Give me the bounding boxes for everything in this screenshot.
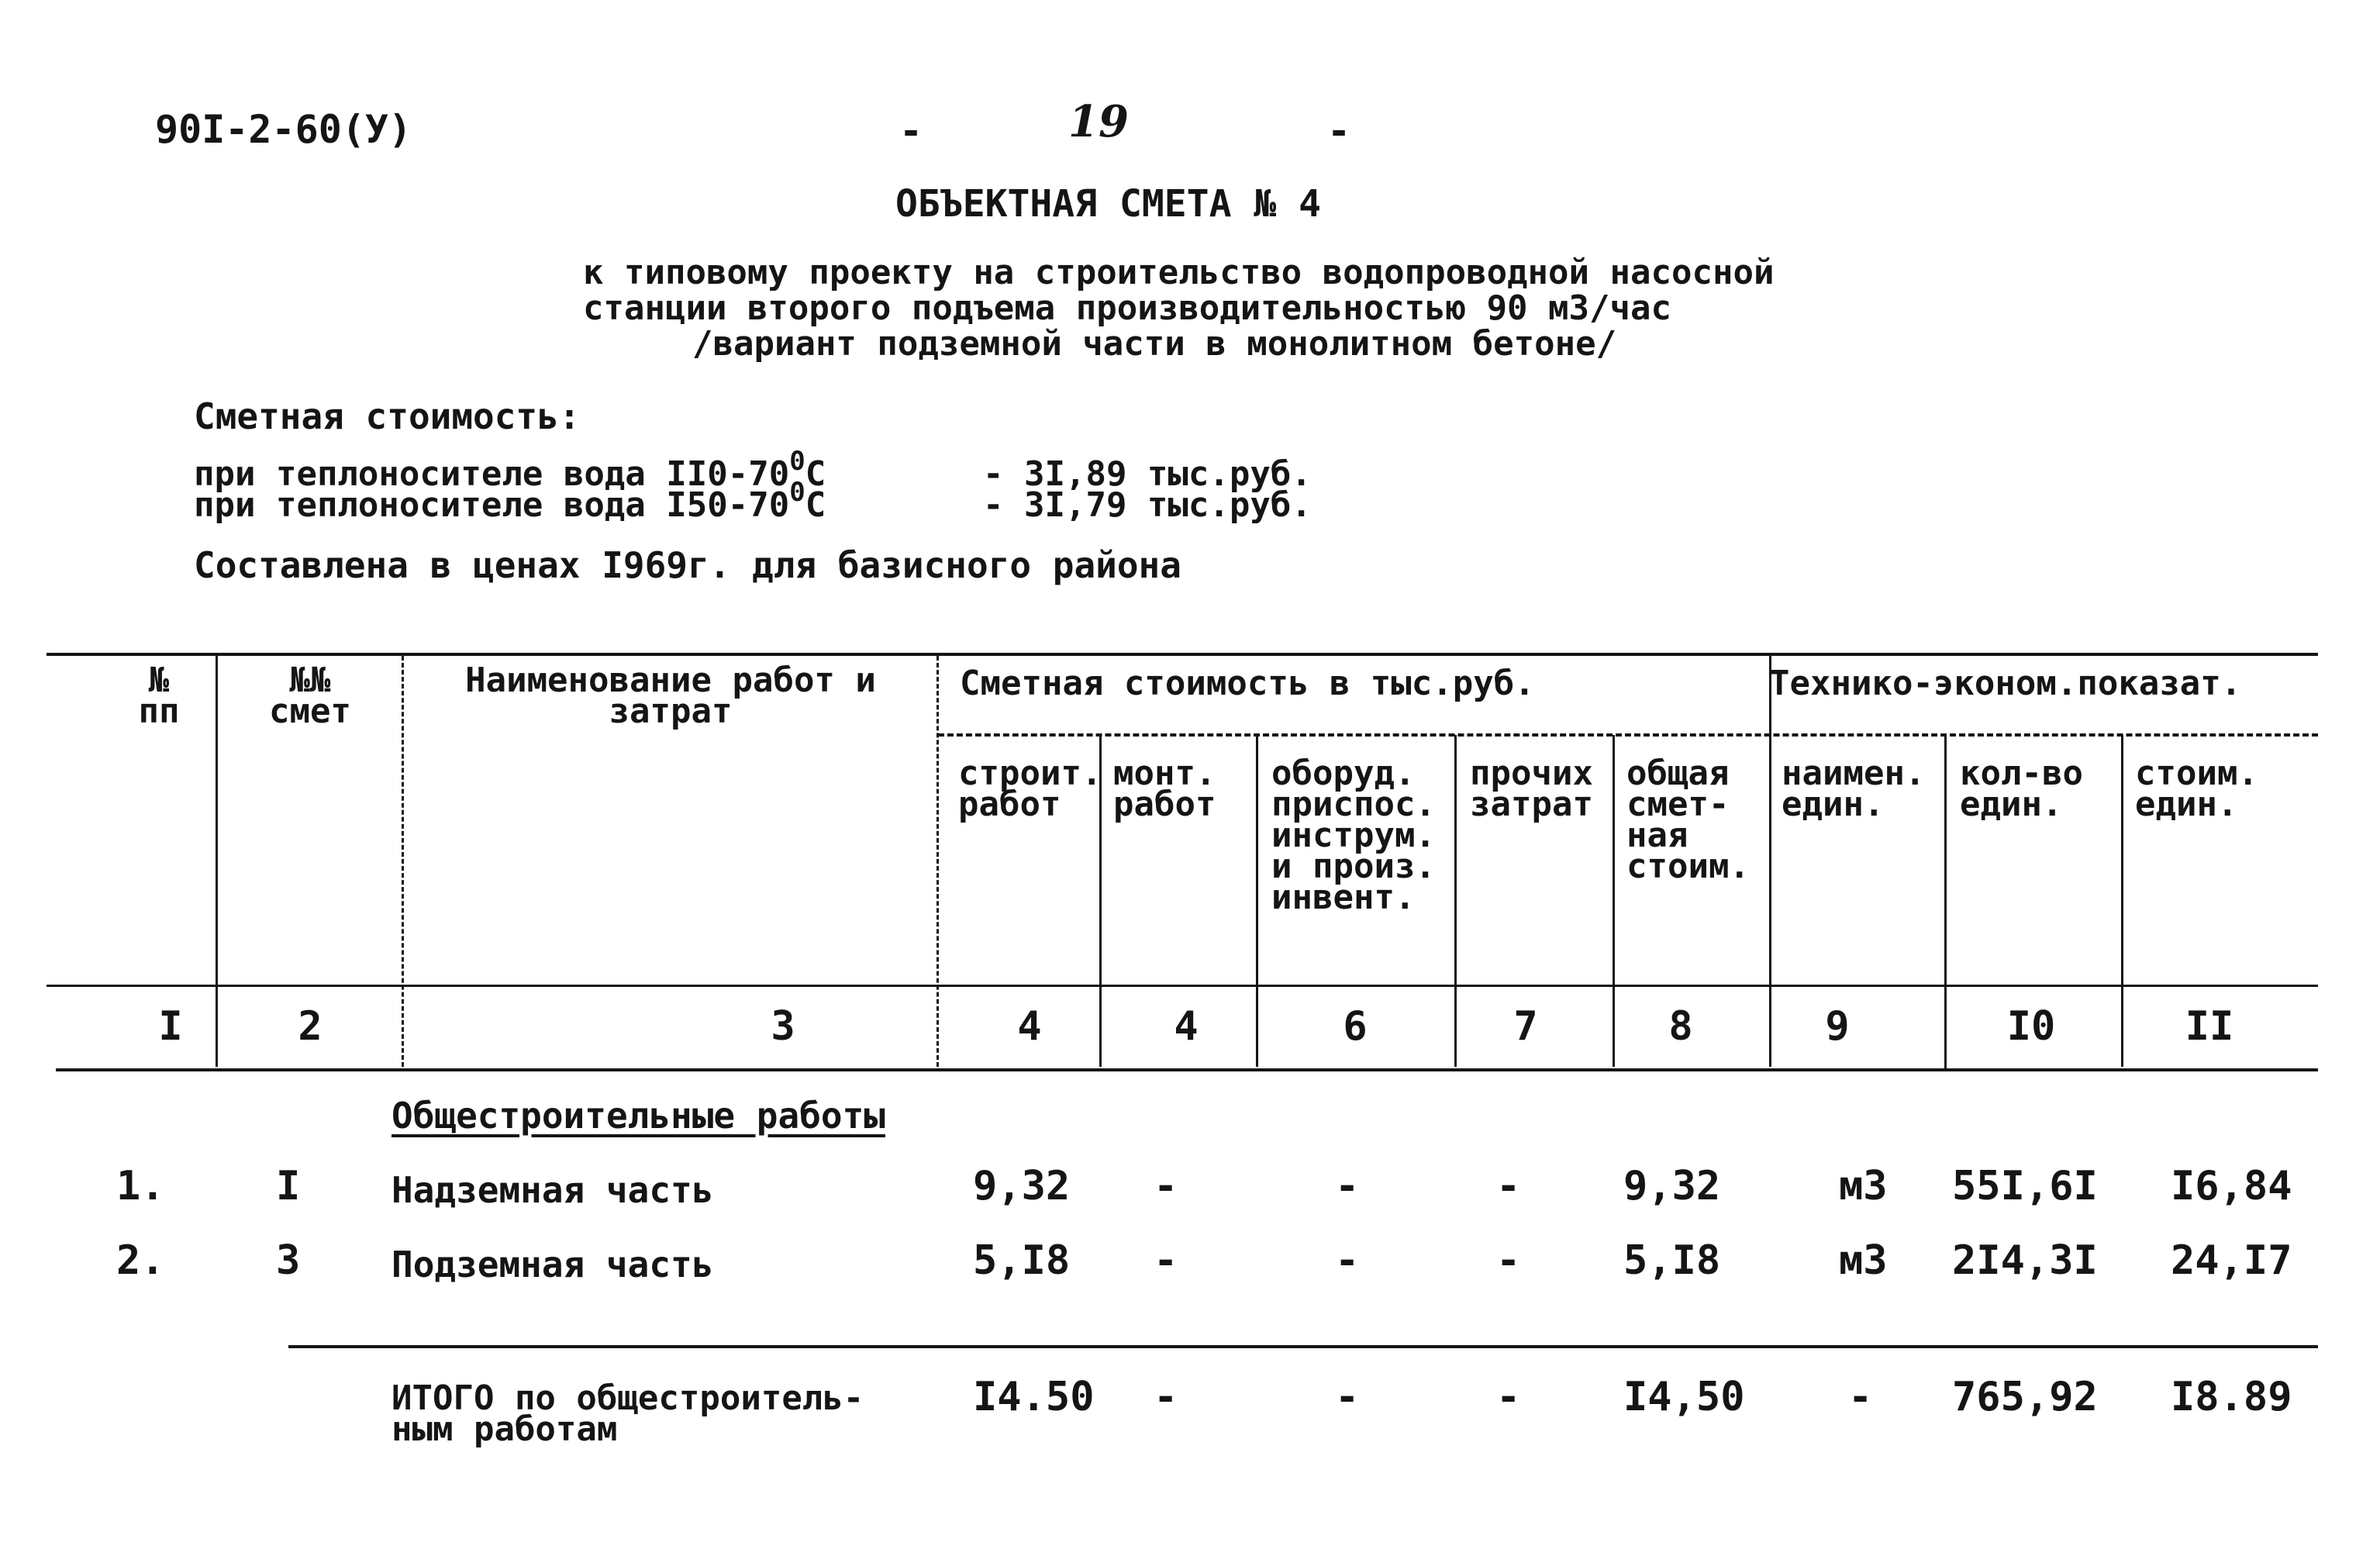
- cost-line-2-value: - 3I,79 тыс.руб.: [983, 485, 1312, 525]
- document-title: ОБЪЕКТНАЯ СМЕТА № 4: [895, 182, 1322, 226]
- col-number-9: 9: [1825, 1003, 1850, 1050]
- col-number-11: II: [2185, 1003, 2234, 1050]
- col-border-2: [402, 656, 404, 1067]
- header-col-4-line-2: работ: [958, 785, 1061, 824]
- header-cost-group: Сметная стоимость в тыс.руб.: [960, 664, 1535, 703]
- row-1-col-6: -: [1335, 1163, 1360, 1209]
- header-num: [101, 661, 217, 731]
- estimated-cost-label: Сметная стоимость:: [194, 395, 581, 437]
- header-col-4-line-1: строит.: [958, 754, 1102, 793]
- total-col-9: -: [1848, 1374, 1873, 1420]
- row-1-col-4: 9,32: [973, 1163, 1071, 1209]
- col-border-8: [1769, 656, 1771, 1067]
- page-number: 19: [1068, 96, 1129, 147]
- header-num-line-1: №: [148, 661, 170, 700]
- cost-group-rule: [938, 733, 2318, 737]
- header-num-line-2: пп: [138, 692, 180, 731]
- header-col-8-line-1: общая: [1626, 754, 1730, 793]
- col-number-5: 4: [1174, 1003, 1199, 1050]
- header-work-name-line-1: Наименование работ и: [465, 661, 876, 700]
- cost-line-2-text: при теплоносителе вода I50-70: [194, 485, 790, 525]
- header-col-9: [1782, 754, 1926, 824]
- header-col-8-line-4: стоим.: [1626, 847, 1750, 886]
- col-number-8: 8: [1668, 1003, 1693, 1050]
- cost-line-1-text: при теплоносителе вода II0-70: [194, 454, 790, 494]
- total-col-4: I4.50: [973, 1374, 1095, 1420]
- total-name: [391, 1378, 864, 1449]
- header-col-6-line-5: инвент.: [1271, 878, 1416, 917]
- header-tech-group: Технико-эконом.показат.: [1769, 664, 2242, 703]
- header-col-6-line-1: оборуд.: [1271, 754, 1416, 793]
- header-col-8-line-2: смет-: [1626, 785, 1730, 824]
- column-numbers-bottom-rule: [56, 1068, 2318, 1071]
- total-col-6: -: [1335, 1374, 1360, 1420]
- row-1-smet: I: [276, 1163, 301, 1209]
- row-1-col-9: м3: [1839, 1163, 1888, 1209]
- header-work-name: [411, 661, 930, 731]
- col-border-5: [1256, 735, 1258, 1067]
- total-name-line-2: ным работам: [391, 1409, 618, 1449]
- header-col-11-line-2: един.: [2135, 785, 2238, 824]
- row-2-col-10: 2I4,3I: [1952, 1237, 2098, 1284]
- header-col-7-line-2: затрат: [1470, 785, 1593, 824]
- header-col-6-line-2: приспос.: [1271, 785, 1436, 824]
- header-smet-line-1: №№: [289, 661, 331, 700]
- row-2-smet: 3: [276, 1237, 301, 1284]
- page-dash-left: -: [899, 109, 923, 154]
- cost-line-1-degree: 0: [789, 446, 805, 477]
- header-col-9-line-1: наимен.: [1782, 754, 1926, 793]
- row-2-col-11: 24,I7: [2171, 1237, 2292, 1284]
- col-number-10: I0: [2006, 1003, 2056, 1050]
- col-number-4: 4: [1017, 1003, 1042, 1050]
- header-col-4: [958, 754, 1102, 824]
- cost-line-2-unit: С: [805, 485, 826, 525]
- row-1-name: Надземная часть: [391, 1169, 714, 1211]
- header-col-8: [1626, 754, 1750, 886]
- col-border-10: [2121, 735, 2123, 1067]
- header-col-6-line-4: и произ.: [1271, 847, 1436, 886]
- row-2-col-7: -: [1496, 1237, 1521, 1284]
- total-col-8: I4,50: [1623, 1374, 1745, 1420]
- header-col-9-line-2: един.: [1782, 785, 1885, 824]
- document-code: 90I-2-60(У): [155, 107, 412, 152]
- header-col-7: [1470, 754, 1593, 824]
- header-work-name-line-2: затрат: [609, 692, 733, 731]
- header-col-11: [2135, 754, 2258, 824]
- table-top-rule: [47, 653, 2318, 656]
- row-2-col-8: 5,I8: [1623, 1237, 1721, 1284]
- header-col-6: [1271, 754, 1436, 917]
- col-number-7: 7: [1513, 1003, 1538, 1050]
- cost-line-2-degree: 0: [789, 477, 805, 508]
- row-1-col-11: I6,84: [2171, 1163, 2292, 1209]
- header-smet: [225, 661, 395, 731]
- cost-line-2: [194, 477, 826, 525]
- cost-line-1-value: - 3I,89 тыс.руб.: [983, 454, 1312, 494]
- header-col-6-line-3: инструм.: [1271, 816, 1436, 855]
- section-title: Общестроительные работы: [391, 1095, 885, 1137]
- row-2-number: 2.: [116, 1237, 165, 1284]
- col-border-9: [1944, 735, 1947, 1068]
- column-numbers-top-rule: [47, 985, 2318, 987]
- row-1-col-5: -: [1154, 1163, 1178, 1209]
- total-col-10: 765,92: [1952, 1374, 2098, 1420]
- col-border-6: [1454, 735, 1457, 1067]
- header-col-10: [1960, 754, 2083, 824]
- subtitle-line-1: к типовому проекту на строительство водопроводной насосной: [583, 253, 1775, 292]
- row-2-col-9: м3: [1839, 1237, 1888, 1284]
- col-number-3: 3: [771, 1003, 795, 1050]
- row-2-col-5: -: [1154, 1237, 1178, 1284]
- row-1-number: 1.: [116, 1163, 165, 1209]
- total-col-5: -: [1154, 1374, 1178, 1420]
- header-col-11-line-1: стоим.: [2135, 754, 2258, 793]
- page-dash-right: -: [1327, 109, 1351, 154]
- row-1-col-10: 55I,6I: [1952, 1163, 2098, 1209]
- total-name-line-1: ИТОГО по общестроитель-: [391, 1378, 864, 1418]
- header-col-5-line-2: работ: [1113, 785, 1216, 824]
- header-col-7-line-1: прочих: [1470, 754, 1593, 793]
- row-2-col-4: 5,I8: [973, 1237, 1071, 1284]
- col-number-6: 6: [1343, 1003, 1368, 1050]
- col-border-7: [1613, 735, 1615, 1067]
- prices-note: Составлена в ценах I969г. для базисного района: [194, 544, 1181, 586]
- row-1-col-7: -: [1496, 1163, 1521, 1209]
- subtitle-line-2: станции второго подъема производительностью 90 м3/час: [583, 288, 1671, 328]
- header-col-5-line-1: монт.: [1113, 754, 1216, 793]
- total-col-11: I8.89: [2171, 1374, 2292, 1420]
- subtitle-line-3: /вариант подземной части в монолитном бетоне/: [692, 324, 1617, 364]
- col-number-1: I: [158, 1003, 183, 1050]
- row-1-col-8: 9,32: [1623, 1163, 1721, 1209]
- row-2-name: Подземная часть: [391, 1244, 714, 1285]
- row-2-col-6: -: [1335, 1237, 1360, 1284]
- col-number-2: 2: [298, 1003, 323, 1050]
- cost-line-1-unit: С: [805, 454, 826, 494]
- header-col-8-line-3: ная: [1626, 816, 1688, 855]
- col-border-3: [936, 656, 939, 1067]
- total-top-rule: [288, 1345, 2318, 1348]
- total-col-7: -: [1496, 1374, 1521, 1420]
- header-col-5: [1113, 754, 1216, 824]
- header-col-10-line-2: един.: [1960, 785, 2063, 824]
- header-col-10-line-1: кол-во: [1960, 754, 2083, 793]
- header-smet-line-2: смет: [269, 692, 351, 731]
